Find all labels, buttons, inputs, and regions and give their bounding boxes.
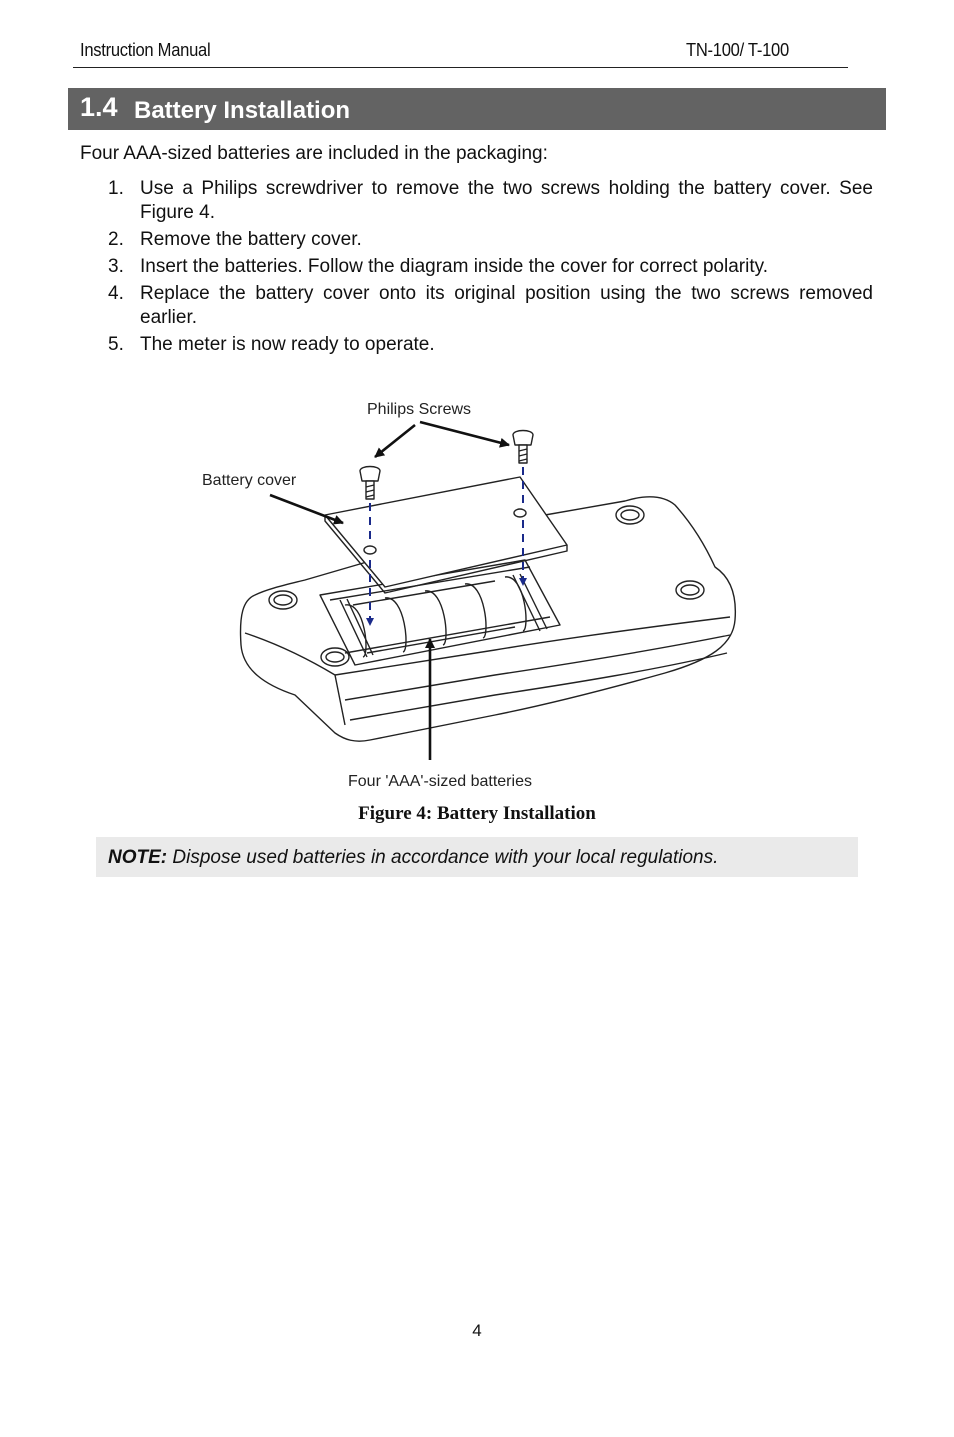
step-number: 2. [108, 229, 124, 250]
step-text: Remove the battery cover. [140, 229, 362, 250]
step-number: 5. [108, 334, 124, 355]
note-label: NOTE: [108, 847, 168, 868]
section-title: Battery Installation [134, 97, 351, 124]
step-number: 1. [108, 178, 124, 199]
section-number: 1.4 [80, 92, 118, 122]
figure-caption: Figure 4: Battery Installation [358, 803, 596, 824]
page-number: 4 [472, 1321, 482, 1340]
list-item [106, 282, 873, 330]
list-item [106, 228, 873, 252]
step-text: Insert the batteries. Follow the diagram inside the cover for correct polarity. [140, 256, 768, 277]
header-rule [73, 67, 848, 68]
intro-text: Four AAA-sized batteries are included in the packaging: [80, 143, 548, 164]
callout-aaa-batteries: Four 'AAA'-sized batteries [348, 773, 532, 790]
note-box [96, 837, 858, 877]
callout-battery-cover: Battery cover [202, 472, 297, 489]
battery-installation-figure [195, 395, 755, 795]
callout-philips-screws: Philips Screws [367, 401, 472, 418]
steps-list [106, 177, 873, 360]
list-item [106, 177, 873, 225]
step-text: Replace the battery cover onto its original position using the two screws removed earlier. [140, 283, 873, 328]
meter-illustration [195, 395, 755, 795]
note-text [108, 847, 718, 869]
header-model: TN-100/ T-100 [686, 40, 789, 60]
step-text: The meter is now ready to operate. [140, 334, 435, 355]
step-number: 3. [108, 256, 124, 277]
list-item [106, 333, 873, 357]
step-text: Use a Philips screwdriver to remove the two screws holding the battery cover. See Figure 4. [140, 178, 873, 223]
section-heading [68, 88, 886, 130]
note-body: Dispose used batteries in accordance with your local regulations. [167, 847, 719, 868]
list-item [106, 255, 873, 279]
header-manual-title: Instruction Manual [80, 40, 211, 60]
step-number: 4. [108, 283, 124, 304]
